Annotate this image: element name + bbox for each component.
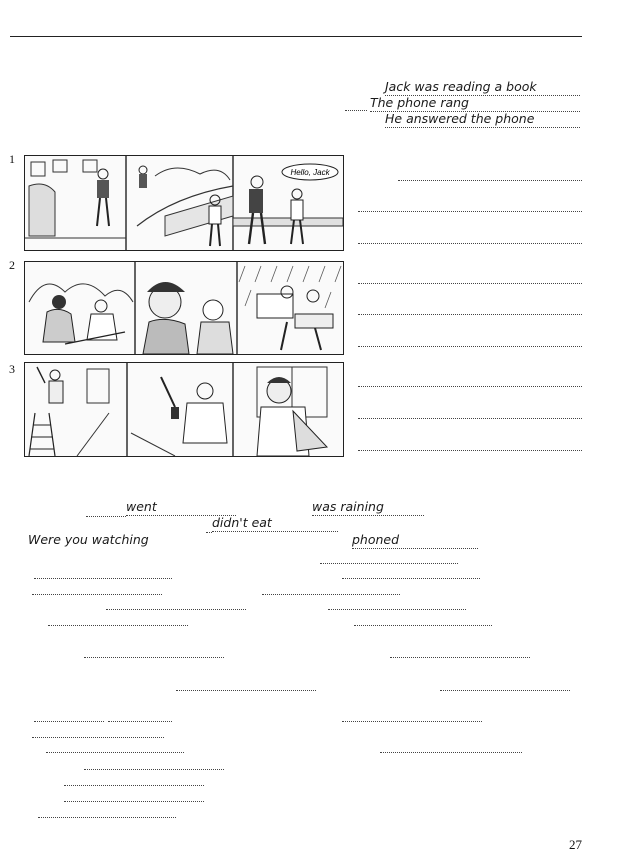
- blank-line[interactable]: [64, 801, 204, 802]
- blank-line[interactable]: [32, 594, 162, 595]
- top-rule: [10, 36, 582, 37]
- page-number: 27: [569, 837, 582, 852]
- answer-line-1c[interactable]: [358, 243, 582, 244]
- answer-was-raining: was raining: [312, 500, 424, 516]
- blank-line[interactable]: [34, 578, 172, 579]
- answer-went: went: [126, 500, 236, 516]
- answer-line-2c[interactable]: [358, 346, 582, 347]
- blank-line[interactable]: [176, 690, 316, 691]
- blank-line[interactable]: [84, 657, 224, 658]
- blank-line[interactable]: [354, 625, 492, 626]
- answer-line-3a[interactable]: [358, 386, 582, 387]
- speech-bubble-text: Hello, Jack: [290, 168, 330, 177]
- blank-line[interactable]: [46, 752, 184, 753]
- example-blank-2-lead: [345, 110, 367, 111]
- strip-2-drawing: [25, 262, 343, 354]
- answer-line-3b[interactable]: [358, 418, 582, 419]
- blank-line[interactable]: [48, 625, 188, 626]
- answer-didnt-eat: didn't eat: [212, 516, 338, 532]
- answer-line-1a[interactable]: [398, 180, 582, 181]
- strip-1-drawing: [25, 156, 343, 250]
- example-sentence-3: He answered the phone: [385, 112, 580, 128]
- picture-strip-1: [24, 155, 344, 251]
- answer-were-you-watching: Were you watching: [28, 532, 149, 547]
- strip-number-1: 1: [9, 152, 15, 166]
- blank-line[interactable]: [64, 785, 204, 786]
- answer-line-1b[interactable]: [358, 211, 582, 212]
- strip-number-3: 3: [9, 362, 15, 376]
- blank-went-lead: [86, 516, 126, 517]
- example-sentence-1: Jack was reading a book: [385, 80, 580, 96]
- blank-line[interactable]: [32, 737, 164, 738]
- blank-line[interactable]: [38, 817, 176, 818]
- blank-line[interactable]: [262, 594, 400, 595]
- blank-didnt-eat-lead: [206, 532, 212, 533]
- blank-line[interactable]: [342, 578, 480, 579]
- strip-number-2: 2: [9, 258, 15, 272]
- answer-line-2b[interactable]: [358, 314, 582, 315]
- answer-line-2a[interactable]: [358, 283, 582, 284]
- answer-line-3c[interactable]: [358, 450, 582, 451]
- picture-strip-3: [24, 362, 344, 457]
- blank-line[interactable]: [106, 609, 246, 610]
- example-sentence-2: The phone rang: [370, 96, 580, 112]
- blank-line[interactable]: [108, 721, 172, 722]
- picture-strip-2: [24, 261, 344, 355]
- blank-line[interactable]: [390, 657, 530, 658]
- blank-line[interactable]: [380, 752, 522, 753]
- blank-line[interactable]: [328, 609, 466, 610]
- answer-phoned: phoned: [352, 533, 478, 549]
- blank-line[interactable]: [84, 769, 224, 770]
- blank-line[interactable]: [320, 563, 458, 564]
- strip-3-drawing: [25, 363, 343, 456]
- blank-line[interactable]: [440, 690, 570, 691]
- blank-line[interactable]: [34, 721, 104, 722]
- blank-line[interactable]: [342, 721, 482, 722]
